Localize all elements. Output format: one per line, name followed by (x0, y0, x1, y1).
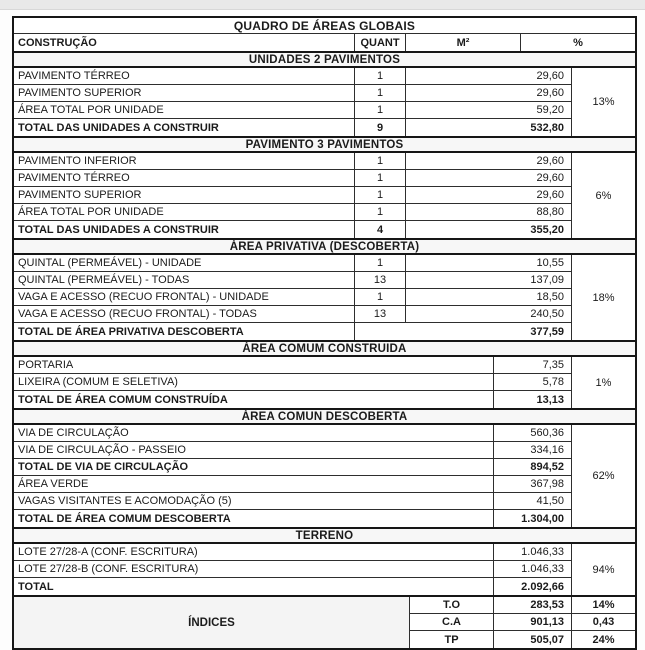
cell-label: TOTAL (14, 578, 494, 595)
cell-index-key: T.O (410, 597, 494, 613)
table-row-total (14, 221, 571, 238)
cell-label: TOTAL DE VIA DE CIRCULAÇÃO (14, 459, 494, 475)
section-header: PAVIMENTO 3 PAVIMENTOS (14, 136, 635, 153)
cell-index-value: 505,07 (494, 631, 572, 648)
cell-label: VIA DE CIRCULAÇÃO - PASSEIO (14, 442, 494, 458)
section-header: ÁREA COMUM CONSTRUIDA (14, 340, 635, 357)
table-row (14, 306, 571, 323)
table-row (14, 476, 571, 493)
table-row (14, 272, 571, 289)
table-row (14, 544, 571, 561)
cell-m2: 532,80 (530, 121, 564, 134)
table-row-total (14, 119, 571, 136)
cell-m2: 334,16 (530, 444, 564, 456)
column-header-quant: QUANT (355, 34, 406, 51)
cell-m2: 29,60 (536, 189, 564, 201)
indices-label: ÍNDICES (14, 597, 410, 648)
page-top-strip (0, 0, 645, 10)
section-area-privativa-descoberta (14, 238, 635, 340)
cell-m2: 18,50 (536, 291, 564, 303)
table-row (14, 493, 571, 510)
table-row (14, 68, 571, 85)
cell-index-key: TP (410, 631, 494, 648)
cell-m2: 29,60 (536, 155, 564, 167)
cell-m2: 29,60 (536, 70, 564, 82)
table-row-total (14, 323, 571, 340)
cell-quant: 1 (355, 255, 406, 271)
cell-m2: 2.092,66 (521, 580, 564, 593)
table-row (410, 614, 635, 631)
cell-m2: 560,36 (530, 427, 564, 439)
cell-label: PAVIMENTO SUPERIOR (14, 85, 355, 101)
cell-m2: 377,59 (530, 325, 564, 338)
table-row (14, 102, 571, 119)
cell-label: VAGA E ACESSO (RECUO FRONTAL) - UNIDADE (14, 289, 355, 305)
section-header: TERRENO (14, 527, 635, 544)
section-pct: 6% (595, 189, 612, 202)
cell-m2: 59,20 (536, 104, 564, 116)
cell-m2: 355,20 (530, 223, 564, 236)
section-pct: 62% (592, 470, 615, 482)
cell-m2: 367,98 (530, 478, 564, 490)
cell-m2: 5,78 (542, 376, 564, 388)
cell-m2: 41,50 (536, 495, 564, 507)
column-header-row (14, 34, 635, 51)
cell-quant: 1 (355, 170, 406, 186)
cell-label: QUINTAL (PERMEÁVEL) - UNIDADE (14, 255, 355, 271)
cell-label: VAGAS VISITANTES E ACOMODAÇÃO (5) (14, 493, 494, 509)
table-row (14, 85, 571, 102)
section-header: UNIDADES 2 PAVIMENTOS (14, 51, 635, 68)
cell-quant: 13 (355, 272, 406, 288)
table-title-row (14, 18, 635, 34)
section-indices (14, 595, 635, 648)
cell-label: TOTAL DAS UNIDADES A CONSTRUIR (14, 119, 355, 136)
section-area-comum-construida (14, 340, 635, 408)
cell-label: LOTE 27/28-B (CONF. ESCRITURA) (14, 561, 494, 577)
cell-index-key: C.A (410, 614, 494, 630)
column-header-pct: % (573, 36, 583, 49)
table-row (14, 357, 571, 374)
section-area-comum-descoberta (14, 408, 635, 527)
cell-label: PORTARIA (14, 357, 494, 373)
global-areas-table (12, 16, 637, 650)
column-header-m2: M² (406, 34, 521, 51)
cell-label: ÁREA TOTAL POR UNIDADE (14, 102, 355, 118)
cell-quant: 1 (355, 204, 406, 220)
table-row (410, 631, 635, 648)
table-title: QUADRO DE ÁREAS GLOBAIS (233, 18, 416, 33)
section-pavimento-3-pavimentos (14, 136, 635, 238)
cell-m2: 1.046,33 (521, 563, 564, 575)
table-row (14, 425, 571, 442)
table-row (14, 170, 571, 187)
cell-label: TOTAL DE ÁREA COMUM DESCOBERTA (14, 510, 494, 527)
cell-label: PAVIMENTO TÉRREO (14, 170, 355, 186)
cell-quant: 1 (355, 68, 406, 84)
cell-quant: 1 (355, 102, 406, 118)
cell-index-pct: 24% (592, 633, 615, 646)
cell-label: ÁREA TOTAL POR UNIDADE (14, 204, 355, 220)
section-terreno (14, 527, 635, 595)
cell-label: VIA DE CIRCULAÇÃO (14, 425, 494, 441)
section-pct: 94% (592, 563, 615, 576)
cell-label: ÁREA VERDE (14, 476, 494, 492)
cell-quant: 1 (355, 85, 406, 101)
cell-label: LOTE 27/28-A (CONF. ESCRITURA) (14, 544, 494, 560)
cell-label: LIXEIRA (COMUM E SELETIVA) (14, 374, 494, 390)
cell-m2: 13,13 (536, 393, 564, 406)
cell-m2: 240,50 (530, 308, 564, 320)
cell-m2: 88,80 (536, 206, 564, 218)
cell-m2: 29,60 (536, 172, 564, 184)
column-header-construcao: CONSTRUÇÃO (14, 34, 355, 51)
cell-label: PAVIMENTO SUPERIOR (14, 187, 355, 203)
cell-m2: 1.304,00 (521, 512, 564, 525)
cell-label: TOTAL DAS UNIDADES A CONSTRUIR (14, 221, 355, 238)
cell-label: PAVIMENTO TÉRREO (14, 68, 355, 84)
cell-label: TOTAL DE ÁREA COMUM CONSTRUÍDA (14, 391, 494, 408)
cell-m2: 29,60 (536, 87, 564, 99)
table-row (14, 204, 571, 221)
table-row (14, 289, 571, 306)
cell-quant: 1 (355, 153, 406, 169)
section-pct: 13% (592, 96, 615, 108)
table-row (14, 374, 571, 391)
cell-m2: 137,09 (530, 274, 564, 286)
table-row (14, 255, 571, 272)
table-row-total (14, 510, 571, 527)
table-row (14, 442, 571, 459)
table-row (14, 153, 571, 170)
cell-label: QUINTAL (PERMEÁVEL) - TODAS (14, 272, 355, 288)
table-row (14, 187, 571, 204)
section-unidades-2-pavimentos (14, 51, 635, 136)
cell-m2: 7,35 (542, 359, 564, 371)
cell-index-pct: 14% (592, 599, 615, 611)
table-row-total (14, 578, 571, 595)
cell-m2: 1.046,33 (521, 546, 564, 558)
cell-quant: 1 (355, 289, 406, 305)
table-row-total (14, 391, 571, 408)
table-row-total (14, 459, 571, 476)
table-row (14, 561, 571, 578)
table-row (410, 597, 635, 614)
cell-label: VAGA E ACESSO (RECUO FRONTAL) - TODAS (14, 306, 355, 322)
cell-m2: 894,52 (530, 461, 564, 473)
section-header: ÁREA COMUN DESCOBERTA (14, 408, 635, 425)
cell-quant: 9 (355, 119, 406, 136)
cell-quant: 13 (355, 306, 406, 322)
cell-index-value: 283,53 (494, 597, 572, 613)
cell-index-pct: 0,43 (592, 616, 615, 628)
cell-label: TOTAL DE ÁREA PRIVATIVA DESCOBERTA (14, 323, 355, 340)
cell-quant: 1 (355, 187, 406, 203)
cell-quant: 4 (355, 221, 406, 238)
section-header: ÁREA PRIVATIVA (DESCOBERTA) (14, 238, 635, 255)
section-pct: 1% (595, 376, 612, 389)
section-pct: 18% (592, 291, 615, 304)
cell-m2: 10,55 (536, 257, 564, 269)
cell-label: PAVIMENTO INFERIOR (14, 153, 355, 169)
cell-index-value: 901,13 (494, 614, 572, 630)
